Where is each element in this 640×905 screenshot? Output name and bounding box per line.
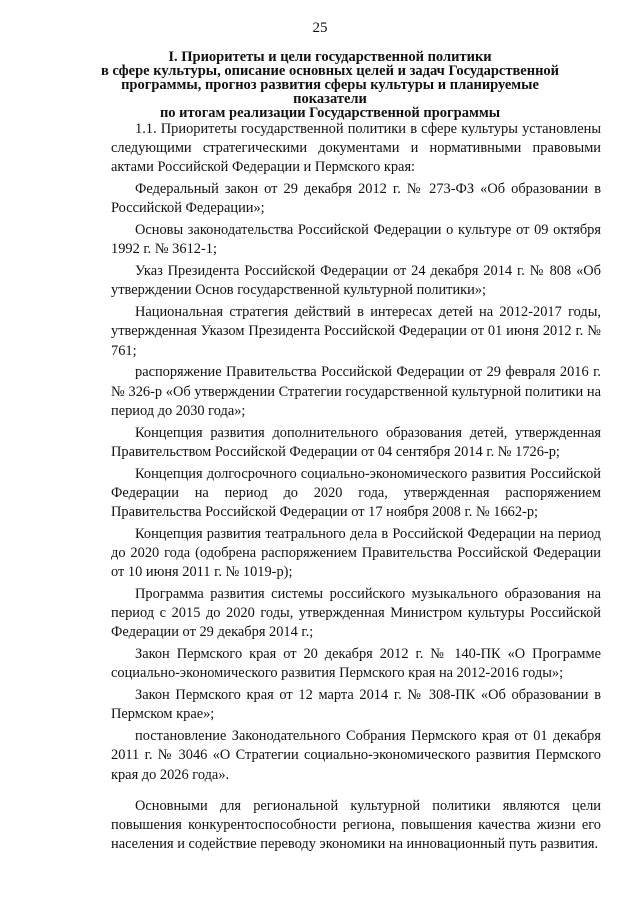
paragraph-item: Концепция развития театрального дела в Российской Федерации на период до 2020 года (одобрена распоряжением Правительства Российской Федерации от 10 июня 2011 г. № 1019-р); [111, 525, 601, 581]
document-body [111, 120, 601, 857]
paragraph-item: Национальная стратегия действий в интересах детей на 2012-2017 годы, утвержденная Указом Президента Российской Федерации от 01 июня 2012 г. № 761; [111, 304, 601, 359]
heading-line: программы, прогноз развития сферы культуры и планируемые показатели [121, 77, 539, 107]
section-heading [95, 50, 565, 120]
heading-line: в сфере культуры, описание основных целей и задач Государственной [100, 63, 560, 79]
paragraph-item: Основы законодательства Российской Федерации о культуре от 09 октября 1992 г. № 3612-1; [111, 222, 601, 258]
paragraph-item: Закон Пермского края от 12 марта 2014 г. № 308-ПК «Об образовании в Пермском крае»; [111, 687, 601, 723]
paragraph-item: Федеральный закон от 29 декабря 2012 г. № 273-ФЗ «Об образовании в Российской Федерации»; [111, 181, 601, 217]
paragraph-conclusion: Основными для региональной культурной политики являются цели повышения конкурентоспособности региона, повышения качества жизни его населения и содействие переводу экономики на инновационный путь развития. [111, 797, 601, 853]
paragraph-item: распоряжение Правительства Российской Федерации от 29 февраля 2016 г. № 326-р «Об утверждении Стратегии государственной культурной политики на период до 2030 года»; [111, 364, 601, 419]
paragraph-item: Концепция долгосрочного социально-экономического развития Российской Федерации на период до 2020 года, утвержденная распоряжением Правительства Российской Федерации от 17 ноября 2008 г. № 1662-р; [111, 465, 601, 521]
page-number: 25 [312, 20, 328, 36]
paragraph-item: Программа развития системы российского музыкального образования на период с 2015 до 2020 годы, утвержденная Министром культуры Российской Федерации от 29 декабря 2014 г.; [111, 586, 601, 641]
paragraph-intro: 1.1. Приоритеты государственной политики в сфере культуры установлены следующими стратегическими документами и нормативными правовыми актами Российской Федерации и Пермского края: [111, 121, 601, 176]
paragraph-item: Концепция развития дополнительного образования детей, утвержденная Правительством Российской Федерации от 04 сентября 2014 г. № 1726-р; [111, 424, 601, 460]
paragraph-item: Закон Пермского края от 20 декабря 2012 г. № 140-ПК «О Программе социально-экономического развития Пермского края на 2012-2016 годы»; [111, 646, 601, 682]
paragraph-item: постановление Законодательного Собрания Пермского края от 01 декабря 2011 г. № 3046 «О Стратегии социально-экономического развития Пермского края до 2026 года». [111, 728, 601, 783]
heading-line: I. Приоритеты и цели государственной политики [168, 49, 492, 65]
paragraph-item: Указ Президента Российской Федерации от 24 декабря 2014 г. № 808 «Об утверждении Основ государственной культурной политики»; [111, 263, 601, 299]
heading-line: по итогам реализации Государственной программы [159, 105, 501, 121]
